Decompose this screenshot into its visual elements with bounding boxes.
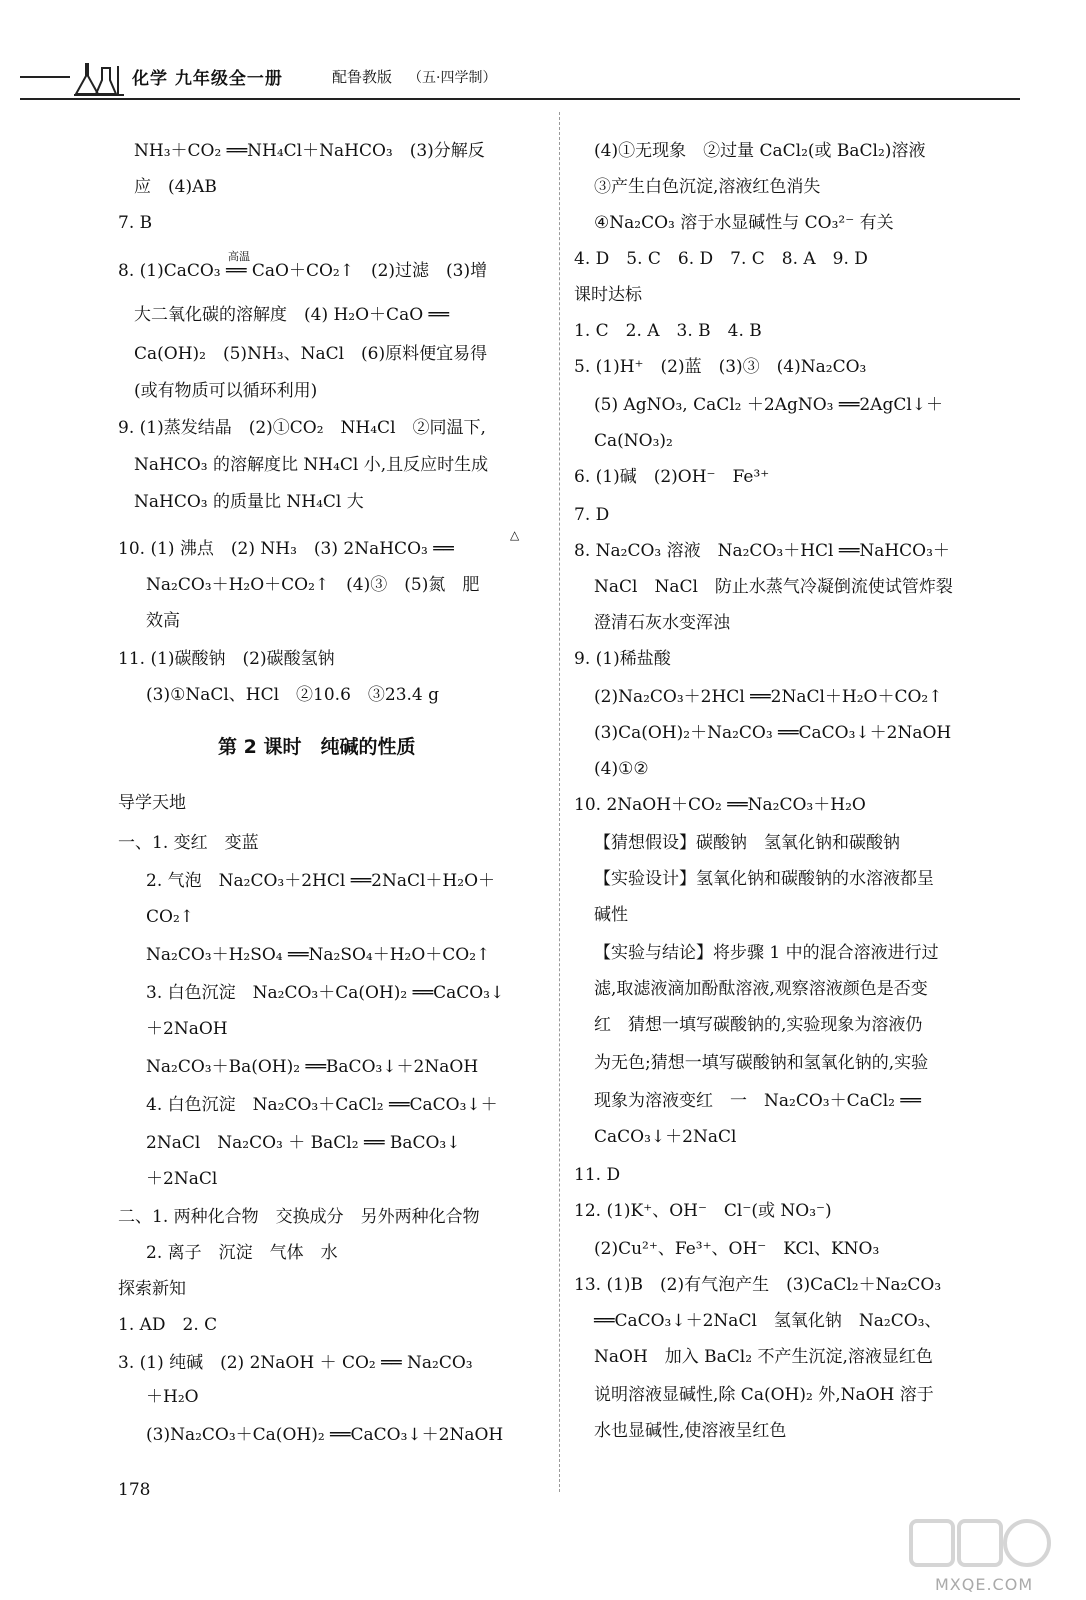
text-line: Na₂CO₃＋Ba(OH)₂ ══BaCO₃↓＋2NaOH xyxy=(146,1057,479,1077)
reaction-condition-label: △ xyxy=(510,528,520,542)
text-line: 澄清石灰水变浑浊 xyxy=(594,613,730,633)
text-line: (4)①无现象 ②过量 CaCl₂(或 BaCl₂)溶液 xyxy=(594,141,926,161)
text-line: 4. D 5. C 6. D 7. C 8. A 9. D xyxy=(574,249,868,269)
text-line: Na₂CO₃＋H₂SO₄ ══Na₂SO₄＋H₂O＋CO₂↑ xyxy=(146,945,491,965)
header-system: （五·四学制） xyxy=(408,70,497,86)
text-line: 2NaCl Na₂CO₃ ＋ BaCl₂ ══ BaCO₃↓ xyxy=(146,1133,461,1153)
text-line: 12. (1)K⁺、OH⁻ Cl⁻(或 NO₃⁻) xyxy=(574,1201,832,1221)
text-line: 1. AD 2. C xyxy=(118,1315,218,1335)
header-rule-left xyxy=(20,76,70,78)
text-line: (3)①NaCl、HCl ②10.6 ③23.4 g xyxy=(146,685,440,705)
text-line: ③产生白色沉淀,溶液红色消失 xyxy=(594,177,821,197)
text-line: 应 (4)AB xyxy=(134,177,217,197)
text-line: (或有物质可以循环利用) xyxy=(134,381,318,401)
text-line: 8. (1)CaCO₃ ══ CaO＋CO₂↑ (2)过滤 (3)增 xyxy=(118,261,488,281)
text-line: 2. 气泡 Na₂CO₃＋2HCl ══2NaCl＋H₂O＋ xyxy=(146,871,496,891)
section-title: 第 2 课时 纯碱的性质 xyxy=(218,736,416,758)
text-line: (3)Na₂CO₃＋Ca(OH)₂ ══CaCO₃↓＋2NaOH xyxy=(146,1425,504,1445)
text-line: (4)①② xyxy=(594,759,649,779)
text-line: NaCl NaCl 防止水蒸气冷凝倒流使试管炸裂 xyxy=(594,577,953,597)
text-line: Ca(NO₃)₂ xyxy=(594,431,673,451)
header-rule xyxy=(20,98,1020,100)
text-line: (3)Ca(OH)₂＋Na₂CO₃ ══CaCO₃↓＋2NaOH xyxy=(594,723,952,743)
text-line: 【实验设计】氢氧化钠和碳酸钠的水溶液都呈 xyxy=(594,869,934,889)
subsection-heading: 探索新知 xyxy=(118,1279,186,1299)
text-line: 7. B xyxy=(118,213,153,233)
text-line: ══CaCO₃↓＋2NaCl 氢氧化钠 Na₂CO₃、 xyxy=(594,1311,942,1331)
text-line: 5. (1)H⁺ (2)蓝 (3)③ (4)Na₂CO₃ xyxy=(574,357,867,377)
header-title: 化学 九年级全一册 xyxy=(132,69,283,89)
text-line: NH₃＋CO₂ ══NH₄Cl＋NaHCO₃ (3)分解反 xyxy=(134,141,485,161)
text-line: 1. C 2. A 3. B 4. B xyxy=(574,321,762,341)
text-line: (2)Cu²⁺、Fe³⁺、OH⁻ KCl、KNO₃ xyxy=(594,1239,880,1259)
text-line: 11. D xyxy=(574,1165,621,1185)
text-line: (5) AgNO₃, CaCl₂ ＋2AgNO₃ ══2AgCl↓＋ xyxy=(594,395,944,415)
text-line: 说明溶液显碱性,除 Ca(OH)₂ 外,NaOH 溶于 xyxy=(594,1385,934,1405)
text-line: 二、1. 两种化合物 交换成分 另外两种化合物 xyxy=(118,1207,480,1227)
text-line: 大二氧化碳的溶解度 (4) H₂O＋CaO ══ xyxy=(134,305,450,325)
text-line: ＋2NaOH xyxy=(146,1019,228,1039)
text-line: CO₂↑ xyxy=(146,907,195,927)
text-line: 10. 2NaOH＋CO₂ ══Na₂CO₃＋H₂O xyxy=(574,795,866,815)
text-line: 7. D xyxy=(574,505,610,525)
text-line: 【实验与结论】将步骤 1 中的混合溶液进行过 xyxy=(594,943,939,963)
text-line: NaHCO₃ 的溶解度比 NH₄Cl 小,且反应时生成 xyxy=(134,455,489,475)
text-line: 红 猜想一填写碳酸钠的,实验现象为溶液仍 xyxy=(594,1015,923,1035)
text-line: Ca(OH)₂ (5)NH₃、NaCl (6)原料便宜易得 xyxy=(134,344,488,364)
text-line: 3. (1) 纯碱 (2) 2NaOH ＋ CO₂ ══ Na₂CO₃ xyxy=(118,1353,473,1373)
text-line: 13. (1)B (2)有气泡产生 (3)CaCl₂＋Na₂CO₃ xyxy=(574,1275,942,1295)
text-line: 碱性 xyxy=(594,905,628,925)
text-line: (2)Na₂CO₃＋2HCl ══2NaCl＋H₂O＋CO₂↑ xyxy=(594,687,943,707)
text-line: NaOH 加入 BaCl₂ 不产生沉淀,溶液显红色 xyxy=(594,1347,933,1367)
text-line: 滤,取滤液滴加酚酞溶液,观察溶液颜色是否变 xyxy=(594,979,928,999)
text-line: Na₂CO₃＋H₂O＋CO₂↑ (4)③ (5)氮 肥 xyxy=(146,575,480,595)
text-line: ④Na₂CO₃ 溶于水显碱性与 CO₃²⁻ 有关 xyxy=(594,213,894,233)
text-line: NaHCO₃ 的质量比 NH₄Cl 大 xyxy=(134,492,364,512)
text-line: 【猜想假设】碳酸钠 氢氧化钠和碳酸钠 xyxy=(594,833,900,853)
text-line: ＋2NaCl xyxy=(146,1169,218,1189)
text-line: 4. 白色沉淀 Na₂CO₃＋CaCl₂ ══CaCO₃↓＋ xyxy=(146,1095,498,1115)
text-line: ＋H₂O xyxy=(146,1387,199,1407)
page-number: 178 xyxy=(118,1480,151,1500)
text-line: CaCO₃↓＋2NaCl xyxy=(594,1127,737,1147)
watermark-text: MXQE.COM xyxy=(935,1575,1034,1594)
text-line: 9. (1)蒸发结晶 (2)①CO₂ NH₄Cl ②同温下, xyxy=(118,418,486,438)
subsection-heading: 导学天地 xyxy=(118,793,186,813)
reaction-condition-label: 高温 xyxy=(228,250,250,263)
subsection-heading: 课时达标 xyxy=(574,285,642,305)
text-line: 9. (1)稀盐酸 xyxy=(574,649,671,669)
lab-glassware-icon xyxy=(72,62,126,98)
text-line: 效高 xyxy=(146,611,180,631)
text-line: 10. (1) 沸点 (2) NH₃ (3) 2NaHCO₃ ══ xyxy=(118,539,454,559)
header-edition: 配鲁教版 xyxy=(332,68,393,86)
text-line: 8. Na₂CO₃ 溶液 Na₂CO₃＋HCl ══NaHCO₃＋ xyxy=(574,541,950,561)
text-line: 3. 白色沉淀 Na₂CO₃＋Ca(OH)₂ ══CaCO₃↓ xyxy=(146,983,505,1003)
text-line: 一、1. 变红 变蓝 xyxy=(118,833,259,853)
text-line: 水也显碱性,使溶液呈红色 xyxy=(594,1421,787,1441)
page-header xyxy=(20,62,1020,106)
text-line: 11. (1)碳酸钠 (2)碳酸氢钠 xyxy=(118,649,335,669)
text-line: 现象为溶液变红 一 Na₂CO₃＋CaCl₂ ══ xyxy=(594,1091,921,1111)
text-line: 2. 离子 沉淀 气体 水 xyxy=(146,1243,338,1263)
text-line: 6. (1)碱 (2)OH⁻ Fe³⁺ xyxy=(574,467,770,487)
text-line: 为无色;猜想一填写碳酸钠和氢氧化钠的,实验 xyxy=(594,1053,929,1073)
column-divider xyxy=(559,112,560,1492)
